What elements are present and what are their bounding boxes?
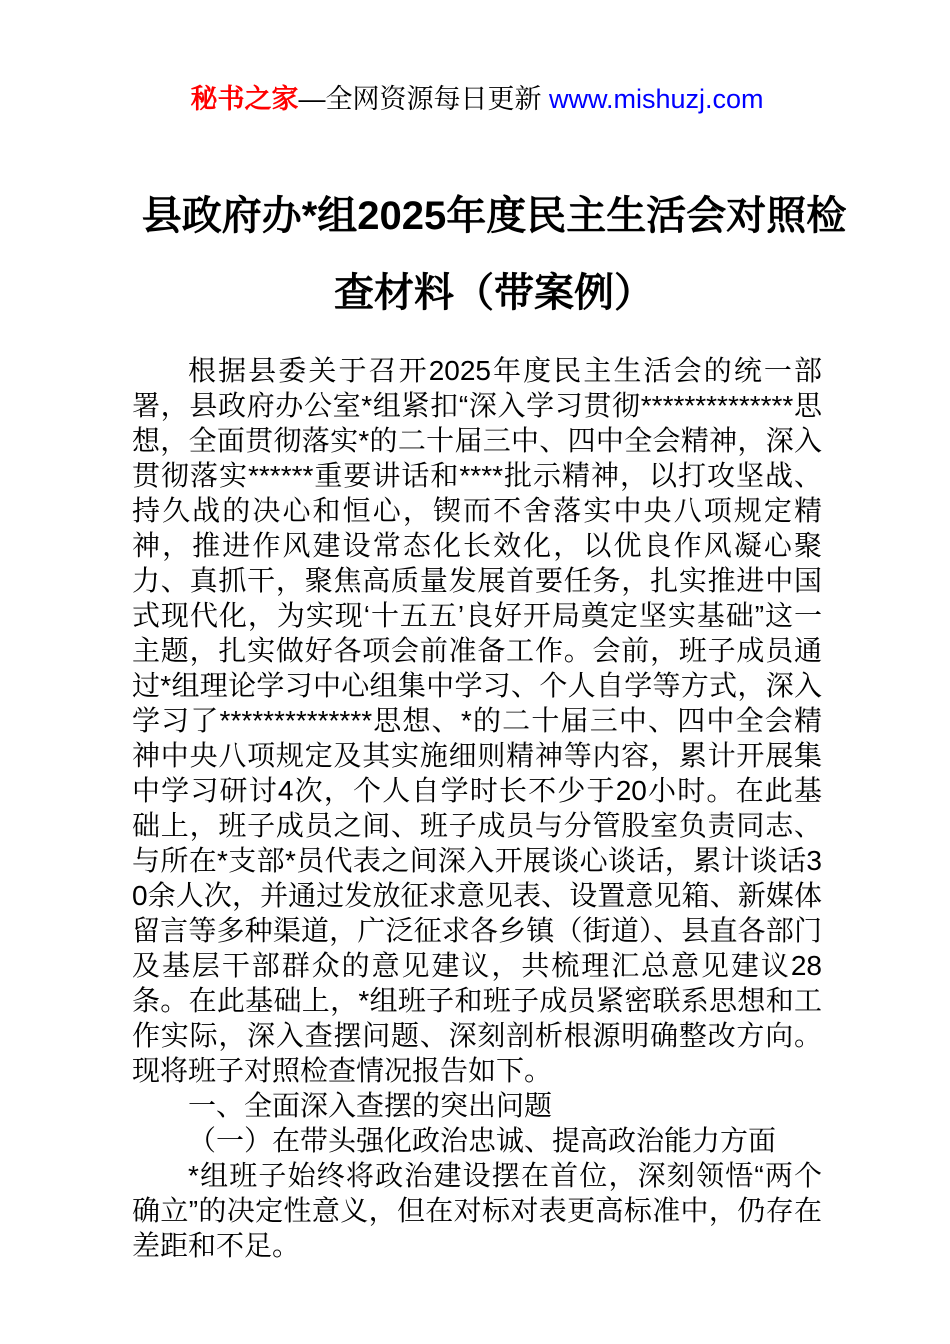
body-paragraph-section: *组班子始终将政治建设摆在首位，深刻领悟“两个确立”的决定性意义，但在对标对表更高标准中，仍存在差距和不足。 xyxy=(132,1160,822,1261)
document-title: 县政府办*组2025年度民主生活会对照检查材料（带案例） xyxy=(141,194,847,315)
section-heading-1: 一、全面深入查摆的突出问题 xyxy=(188,1090,553,1121)
site-url-link[interactable]: www.mishuzj.com xyxy=(548,84,764,114)
document-body xyxy=(132,353,822,1263)
body-paragraph-intro: 根据县委关于召开2025年度民主生活会的统一部署，县政府办公室*组紧扣“深入学习贯彻**************思想，全面贯彻落实*的二十届三中、四中全会精神，深入贯彻落实******重要讲话和****批示精神，以打攻坚战、持久战的决心和恒心，锲而不舍落实中央八项规定精神，推进作风建设常态化长效化，以优良作风凝心聚力、真抓干，聚焦高质量发展首要任务，扎实推进中国式现代化，为实现‘十五五’良好开局奠定坚实基础”这一主题，扎实做好各项会前准备工作。会前，班子成员通过*组理论学习中心组集中学习、个人自学等方式，深入学习了**************思想、*的二十届三中、四中全会精神中央八项规定及其实施细则精神等内容，累计开展集中学习研讨4次，个人自学时长不少于20小时。在此基础上，班子成员之间、班子成员与分管股室负责同志、与所在*支部*员代表之间深入开展谈心谈话，累计谈话30余人次，并通过发放征求意见表、设置意见箱、新媒体留言等多种渠道，广泛征求各乡镇（街道）、县直各部门及基层干部群众的意见建议，共梳理汇总意见建议28条。在此基础上，*组班子和班子成员紧密联系思想和工作实际，深入查摆问题、深刻剖析根源明确整改方向。现将班子对照检查情况报告如下。 xyxy=(132,355,822,1086)
site-header-line xyxy=(132,82,822,116)
site-tagline: —全网资源每日更新 xyxy=(298,84,549,114)
site-brand: 秘书之家 xyxy=(190,84,299,114)
subsection-heading-1-1: （一）在带头强化政治忠诚、提高政治能力方面 xyxy=(188,1125,777,1156)
